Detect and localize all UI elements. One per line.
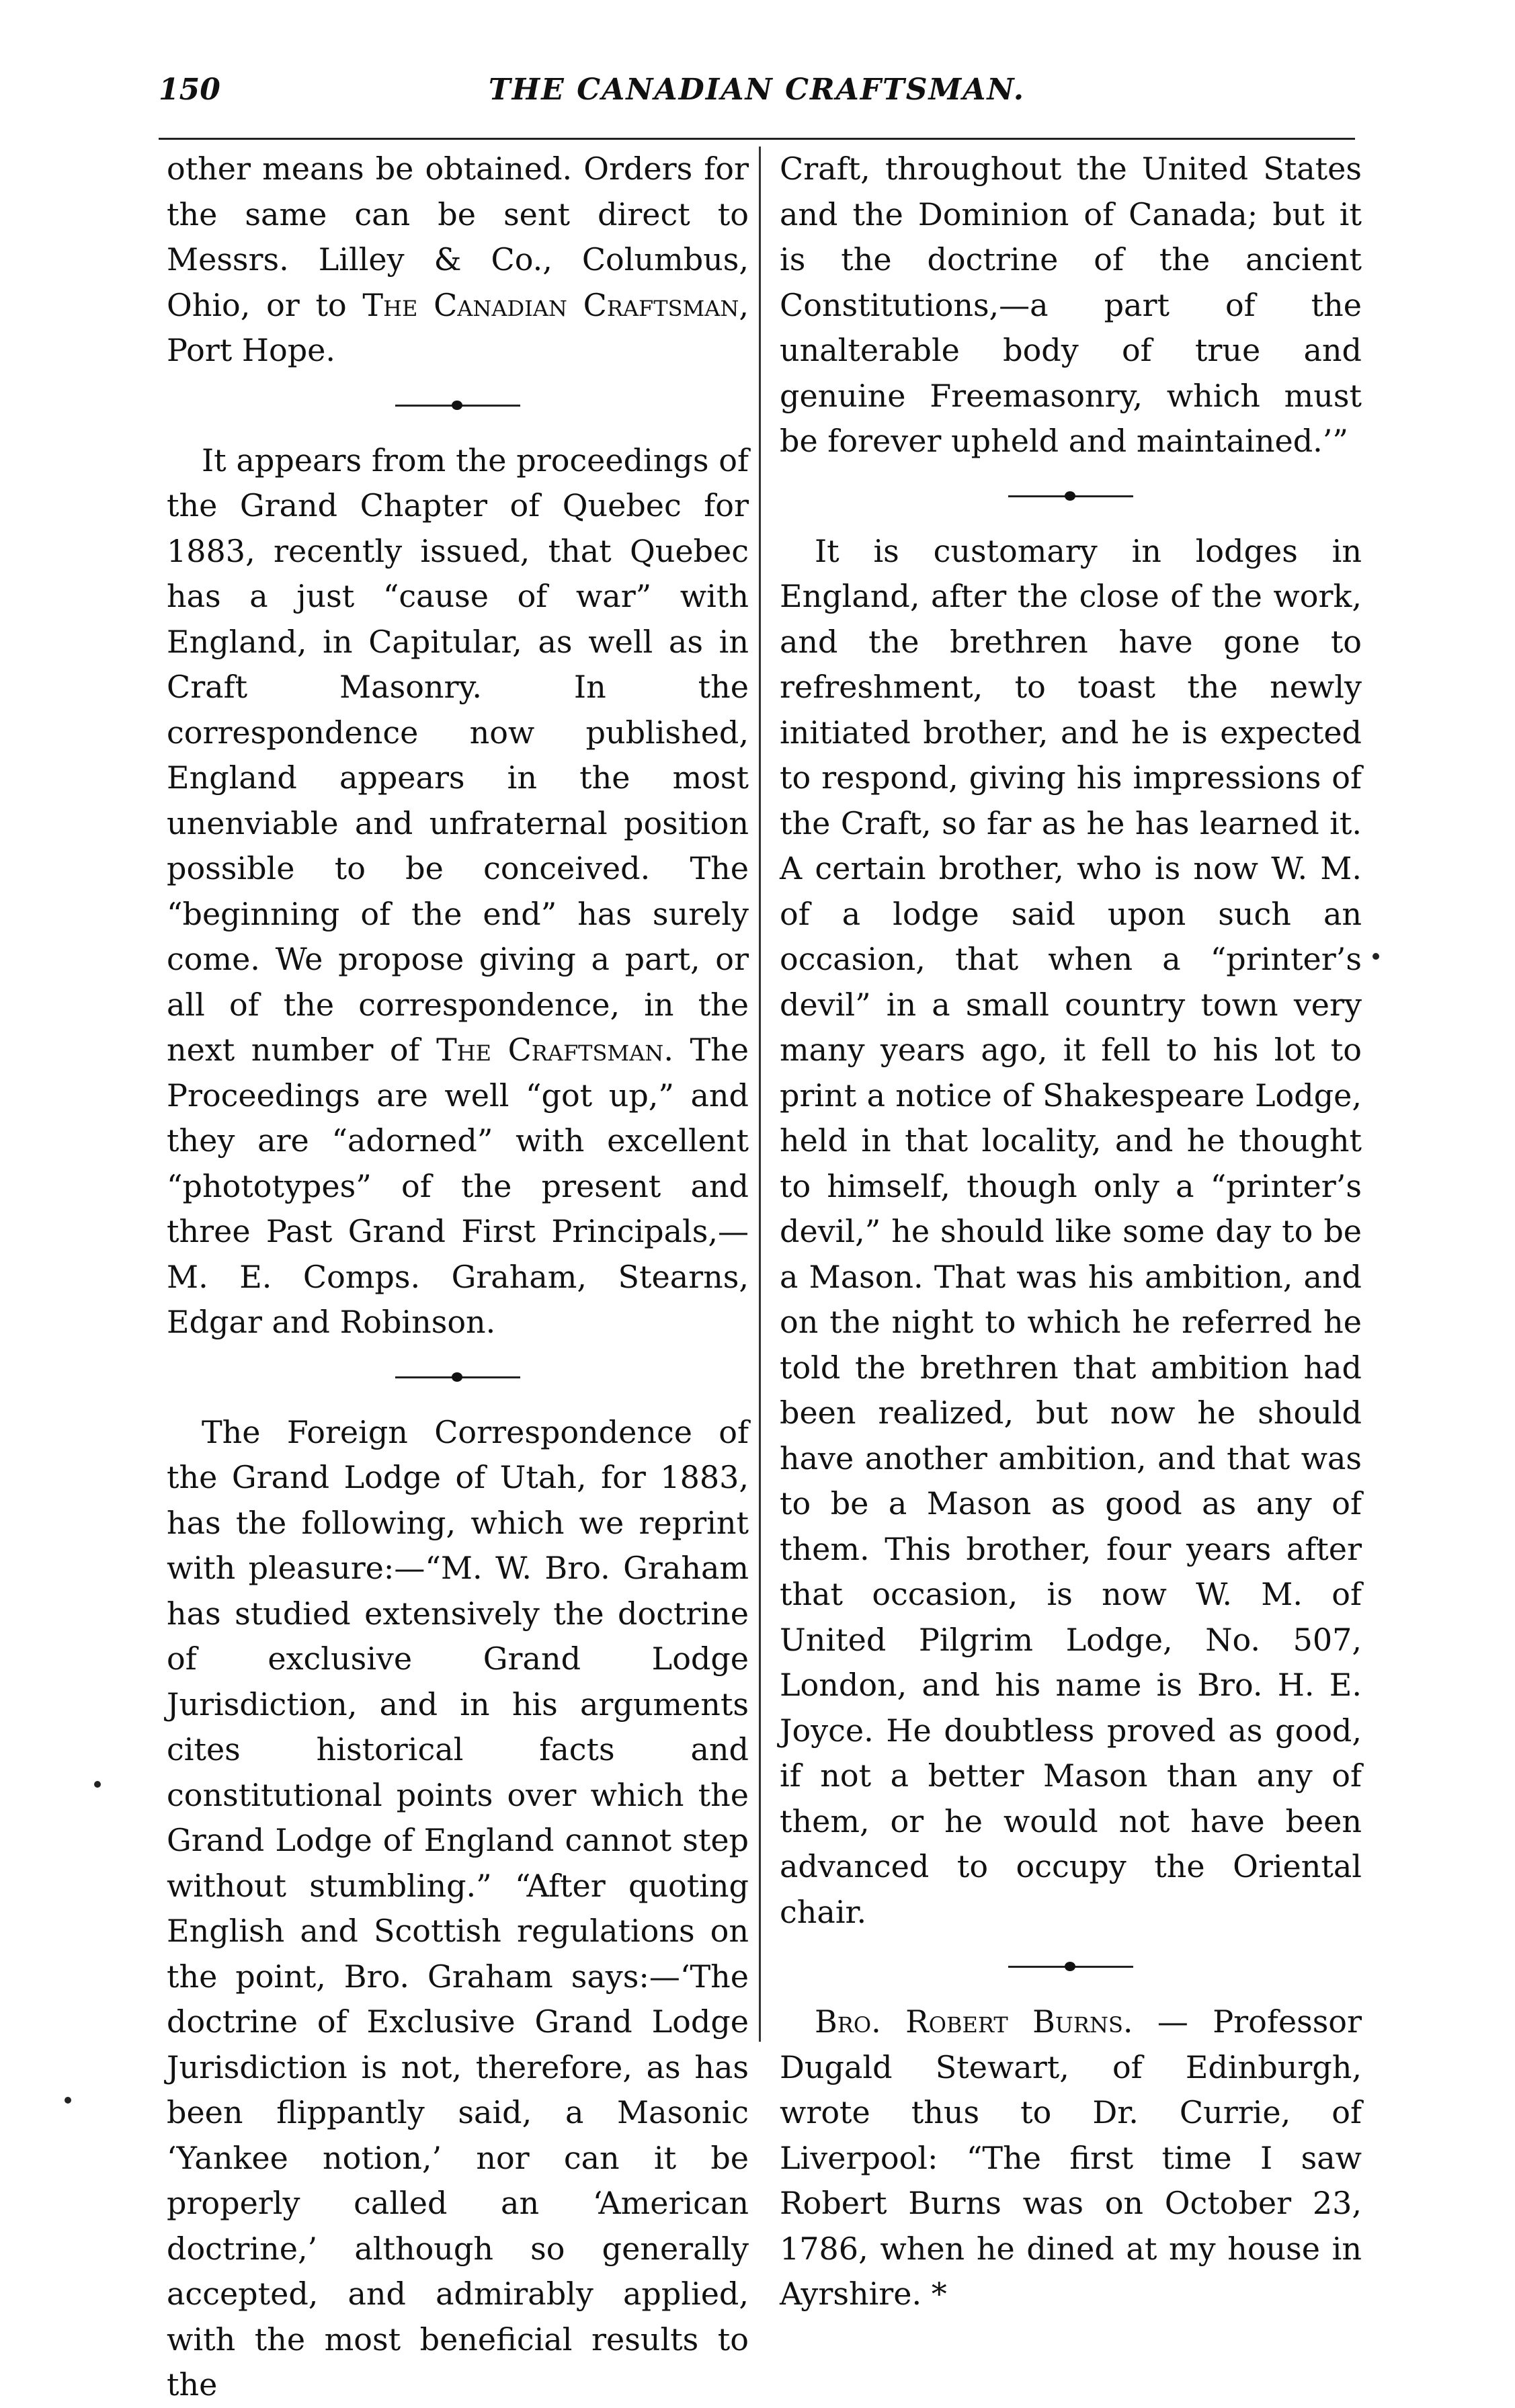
paragraph-quebec-chapter [167,438,749,1345]
header-rule [159,138,1355,140]
left-column [167,147,749,2408]
margin-speck [94,1781,101,1788]
paragraph-robert-burns [780,1999,1362,2317]
publication-name: The Craftsman [436,1032,664,1068]
running-title: THE CANADIAN CRAFTSMAN. [488,73,1026,107]
margin-speck [1373,953,1379,960]
margin-speck [65,2097,71,2104]
divider-ornament [1065,491,1075,501]
paragraph-lodge-toast: It is customary in lodges in England, after the close of the work, and the brethren have gone to refreshment, to toast the newly initiated brother, and he is expected to respond, giving his impressions of the Craft, so far as he has learned it. A certain brother, who is now W. M. of a lodge said upon such an occasion, that when a “printer’s devil” in a small country town very many years ago, it fell to his lot to print a notice of Shakespeare Lodge, held in that locality, and he thought to himself, though only a “printer’s devil,” he should like some day to be a Mason. That was his ambition, and on the night to which he referred he told the brethren that ambition had been realized, but now he should have another ambition, and that was to be a Mason as good as any of them. This brother, four years after that occasion, is now W. M. of United Pilgrim Lodge, No. 507, London, and his name is Bro. H. E. Joyce. He doubtless proved as good, if not a better Mason than any of them, or he would not have been advanced to occupy the Oriental chair. [780,532,1362,1930]
article-heading: Bro. Robert Burns. [815,2003,1133,2040]
column-rule [759,147,761,2042]
divider-ornament [452,1372,462,1382]
publication-name: The Canadian Craftsman [362,286,739,323]
paragraph-orders-text-end: , Port Hope. [167,286,749,368]
section-divider [167,1345,749,1410]
paragraph-orders [167,147,749,374]
page-header [159,73,1355,120]
section-divider [780,1935,1362,1999]
paragraph-burns-text: — Professor Dugald Stewart, of Edinburgh, wrote thus to Dr. Currie, of Liverpool: “The first time I saw Robert Burns was on October 23, 1786, when he dined at my house in Ayrshire. * [780,2003,1362,2312]
paragraph-quebec-text-end: . The Proceedings are well “got up,” and they are “adorned” with excellent “phototypes” of the present and three Past Grand First Principals,— M. E. Comps. Graham, Stearns, Edgar and Robinson. [167,1032,749,1340]
section-divider [780,464,1362,529]
paragraph-quebec-text-start: It appears from the proceedings of the Grand Chapter of Quebec for 1883, recently issued, that Quebec has a just “cause of war” with England, in Capitular, as well as in Craft Masonry. In the correspondence now published, England appears in the most unenviable and unfraternal position possible to be conceived. The “beginning of the end” has surely come. We propose giving a part, or all of the correspondence, in the next number of [167,442,749,1068]
divider-ornament [1065,1962,1075,1971]
section-divider [167,374,749,438]
divider-ornament [452,401,462,410]
right-column [780,147,1362,2317]
paragraph-utah-correspondence: The Foreign Correspondence of the Grand Lodge of Utah, for 1883, has the following, which we reprint with pleasure:—“M. W. Bro. Graham has studied extensively the doctrine of exclusive Grand Lodge Jurisdiction, and in his arguments cites historical facts and constitutional points over which the Grand Lodge of England cannot step without stumbling.” “After quoting English and Scottish regulations on the point, Bro. Graham says:—‘The doctrine of Exclusive Grand Lodge Jurisdiction is not, therefore, as has been flippantly said, a Masonic ‘Yankee notion,’ nor can it be properly called an ‘American doctrine,’ although so generally accepted, and admirably applied, with the most beneficial results to the [167,1413,749,2403]
paragraph-orders-text-start: other means be obtained. Orders for the same can be sent direct to Messrs. Lilley & Co., Columbus, Ohio, or to [167,151,749,323]
paragraph-craft-continuation: Craft, throughout the United States and the Dominion of Canada; but it is the doctrine of the ancient Constitutions,—a part of the unalterable body of true and genuine Freemasonry, which must be forever upheld and maintained.’” [780,151,1362,459]
page-number: 150 [159,73,220,107]
